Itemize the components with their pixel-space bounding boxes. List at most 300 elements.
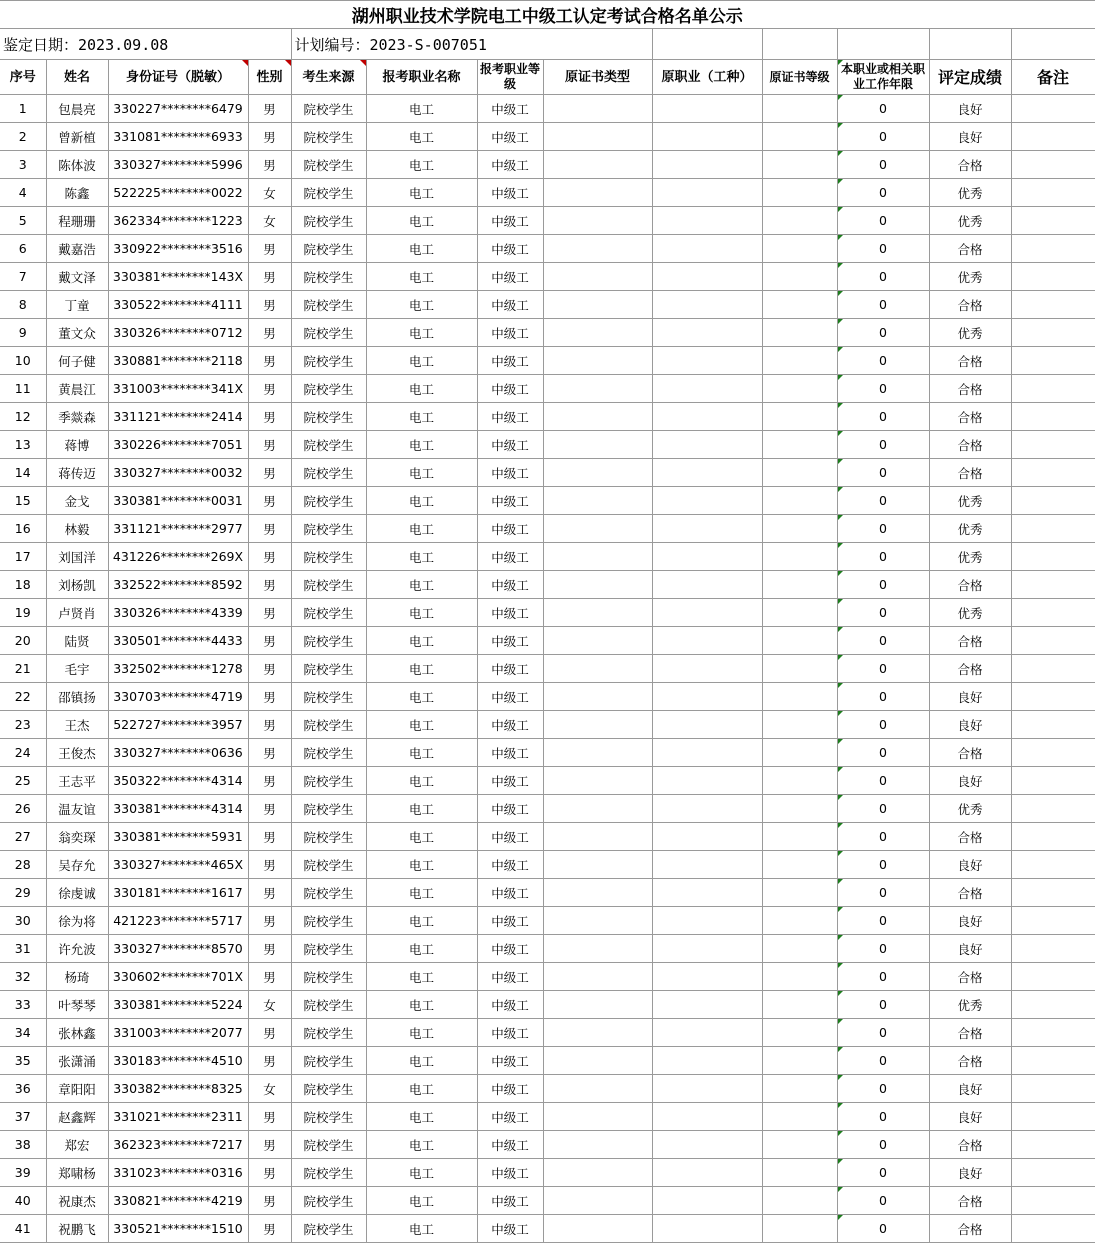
cell-work-years: 0 [837, 1159, 929, 1187]
cell-score: 合格 [929, 963, 1011, 991]
cell-remarks [1011, 1215, 1095, 1243]
info-blank-cell [837, 29, 929, 60]
table-row [0, 291, 1095, 319]
cell-orig-cert-type [543, 767, 652, 795]
cell-orig-cert-level [762, 963, 837, 991]
cell-seq: 28 [0, 851, 46, 879]
cell-id-number: 331003********2077 [108, 1019, 248, 1047]
cell-name: 赵鑫辉 [46, 1103, 108, 1131]
cell-gender: 男 [248, 963, 291, 991]
cell-seq: 22 [0, 683, 46, 711]
cell-score: 合格 [929, 235, 1011, 263]
cell-id-number: 522225********0022 [108, 179, 248, 207]
cell-name: 王杰 [46, 711, 108, 739]
cell-seq: 17 [0, 543, 46, 571]
header-name: 姓名 [46, 60, 108, 95]
header-score: 评定成绩 [929, 60, 1011, 95]
info-blank-cell [1011, 29, 1095, 60]
cell-score: 良好 [929, 123, 1011, 151]
cell-occupation: 电工 [366, 571, 477, 599]
cell-source: 院校学生 [291, 235, 366, 263]
cell-seq: 36 [0, 1075, 46, 1103]
cell-source: 院校学生 [291, 95, 366, 123]
cell-source: 院校学生 [291, 1047, 366, 1075]
cell-seq: 16 [0, 515, 46, 543]
cell-orig-cert-level [762, 935, 837, 963]
cell-orig-cert-level [762, 347, 837, 375]
cell-orig-cert-level [762, 711, 837, 739]
cell-level: 中级工 [477, 1187, 543, 1215]
cell-id-number: 331021********2311 [108, 1103, 248, 1131]
cell-occupation: 电工 [366, 459, 477, 487]
cell-score: 合格 [929, 431, 1011, 459]
cell-occupation: 电工 [366, 179, 477, 207]
cell-seq: 13 [0, 431, 46, 459]
cell-gender: 男 [248, 263, 291, 291]
cell-gender: 男 [248, 739, 291, 767]
cell-level: 中级工 [477, 1075, 543, 1103]
cell-remarks [1011, 291, 1095, 319]
table-row [0, 935, 1095, 963]
cell-source: 院校学生 [291, 207, 366, 235]
cell-level: 中级工 [477, 403, 543, 431]
cell-gender: 男 [248, 347, 291, 375]
cell-orig-occupation [652, 1215, 762, 1243]
cell-name: 祝康杰 [46, 1187, 108, 1215]
cell-seq: 35 [0, 1047, 46, 1075]
cell-work-years: 0 [837, 375, 929, 403]
cell-source: 院校学生 [291, 291, 366, 319]
cell-gender: 男 [248, 599, 291, 627]
cell-id-number: 330881********2118 [108, 347, 248, 375]
cell-occupation: 电工 [366, 319, 477, 347]
cell-remarks [1011, 655, 1095, 683]
table-row [0, 739, 1095, 767]
table-row [0, 1047, 1095, 1075]
cell-score: 合格 [929, 375, 1011, 403]
cell-orig-cert-type [543, 319, 652, 347]
cell-orig-cert-type [543, 179, 652, 207]
table-row [0, 151, 1095, 179]
cell-orig-occupation [652, 375, 762, 403]
cell-name: 卢贤肖 [46, 599, 108, 627]
cell-orig-cert-level [762, 179, 837, 207]
table-row [0, 599, 1095, 627]
cell-orig-cert-level [762, 487, 837, 515]
cell-orig-cert-level [762, 543, 837, 571]
cell-score: 优秀 [929, 207, 1011, 235]
cell-orig-occupation [652, 1075, 762, 1103]
cell-score: 优秀 [929, 319, 1011, 347]
cell-gender: 男 [248, 795, 291, 823]
cell-seq: 29 [0, 879, 46, 907]
cell-score: 合格 [929, 1019, 1011, 1047]
cell-remarks [1011, 375, 1095, 403]
cell-work-years: 0 [837, 431, 929, 459]
cell-work-years: 0 [837, 795, 929, 823]
cell-occupation: 电工 [366, 795, 477, 823]
cell-orig-cert-type [543, 571, 652, 599]
cell-score: 优秀 [929, 263, 1011, 291]
cell-remarks [1011, 151, 1095, 179]
cell-name: 刘杨凯 [46, 571, 108, 599]
cell-name: 金戈 [46, 487, 108, 515]
cell-level: 中级工 [477, 711, 543, 739]
cell-id-number: 330183********4510 [108, 1047, 248, 1075]
cell-occupation: 电工 [366, 655, 477, 683]
cell-occupation: 电工 [366, 291, 477, 319]
cell-remarks [1011, 263, 1095, 291]
cell-id-number: 330381********143X [108, 263, 248, 291]
cell-level: 中级工 [477, 963, 543, 991]
cell-orig-cert-level [762, 879, 837, 907]
cell-orig-cert-level [762, 655, 837, 683]
cell-source: 院校学生 [291, 151, 366, 179]
cell-id-number: 362334********1223 [108, 207, 248, 235]
cell-seq: 10 [0, 347, 46, 375]
cell-work-years: 0 [837, 291, 929, 319]
cell-remarks [1011, 963, 1095, 991]
cell-remarks [1011, 1019, 1095, 1047]
cell-orig-cert-type [543, 935, 652, 963]
plan-number: 计划编号：2023-S-007051 [291, 29, 652, 60]
cell-id-number: 331121********2977 [108, 515, 248, 543]
cell-occupation: 电工 [366, 235, 477, 263]
cell-source: 院校学生 [291, 1103, 366, 1131]
cell-orig-occupation [652, 543, 762, 571]
cell-occupation: 电工 [366, 375, 477, 403]
cell-orig-cert-level [762, 459, 837, 487]
cell-seq: 41 [0, 1215, 46, 1243]
cell-gender: 男 [248, 151, 291, 179]
cell-name: 董文众 [46, 319, 108, 347]
cell-score: 良好 [929, 1159, 1011, 1187]
cell-remarks [1011, 95, 1095, 123]
cell-orig-cert-type [543, 375, 652, 403]
cell-id-number: 421223********5717 [108, 907, 248, 935]
cell-orig-cert-level [762, 431, 837, 459]
cell-occupation: 电工 [366, 123, 477, 151]
cell-source: 院校学生 [291, 963, 366, 991]
cell-name: 章阳阳 [46, 1075, 108, 1103]
cell-orig-occupation [652, 991, 762, 1019]
cell-level: 中级工 [477, 291, 543, 319]
cell-source: 院校学生 [291, 767, 366, 795]
cell-orig-cert-level [762, 1215, 837, 1243]
cell-name: 包晨亮 [46, 95, 108, 123]
cell-orig-cert-level [762, 235, 837, 263]
cell-orig-cert-level [762, 207, 837, 235]
cell-occupation: 电工 [366, 1019, 477, 1047]
cell-remarks [1011, 711, 1095, 739]
table-row [0, 683, 1095, 711]
table-row [0, 1159, 1095, 1187]
header-seq: 序号 [0, 60, 46, 95]
cell-score: 合格 [929, 1215, 1011, 1243]
cell-id-number: 331081********6933 [108, 123, 248, 151]
cell-id-number: 330327********8570 [108, 935, 248, 963]
cell-orig-cert-level [762, 1075, 837, 1103]
cell-occupation: 电工 [366, 95, 477, 123]
cell-name: 郑啸杨 [46, 1159, 108, 1187]
cell-work-years: 0 [837, 879, 929, 907]
cell-source: 院校学生 [291, 459, 366, 487]
cell-name: 许允波 [46, 935, 108, 963]
cell-remarks [1011, 459, 1095, 487]
cell-seq: 4 [0, 179, 46, 207]
cell-occupation: 电工 [366, 263, 477, 291]
cell-level: 中级工 [477, 823, 543, 851]
table-row [0, 823, 1095, 851]
cell-orig-cert-level [762, 375, 837, 403]
cell-level: 中级工 [477, 1131, 543, 1159]
cell-level: 中级工 [477, 1215, 543, 1243]
cell-level: 中级工 [477, 599, 543, 627]
cell-seq: 33 [0, 991, 46, 1019]
cell-id-number: 330381********5931 [108, 823, 248, 851]
cell-orig-cert-type [543, 263, 652, 291]
cell-work-years: 0 [837, 95, 929, 123]
cell-score: 合格 [929, 823, 1011, 851]
cell-id-number: 350322********4314 [108, 767, 248, 795]
cell-seq: 3 [0, 151, 46, 179]
cell-seq: 38 [0, 1131, 46, 1159]
cell-id-number: 332522********8592 [108, 571, 248, 599]
cell-orig-cert-type [543, 207, 652, 235]
cell-work-years: 0 [837, 1187, 929, 1215]
cell-orig-cert-level [762, 991, 837, 1019]
cell-orig-cert-type [543, 1075, 652, 1103]
exam-date: 鉴定日期：2023.09.08 [0, 29, 291, 60]
table-row [0, 487, 1095, 515]
cell-remarks [1011, 431, 1095, 459]
cell-work-years: 0 [837, 403, 929, 431]
cell-score: 良好 [929, 711, 1011, 739]
cell-id-number: 330226********7051 [108, 431, 248, 459]
cell-occupation: 电工 [366, 767, 477, 795]
cell-orig-cert-level [762, 1159, 837, 1187]
cell-name: 陆贤 [46, 627, 108, 655]
cell-work-years: 0 [837, 1103, 929, 1131]
cell-name: 王俊杰 [46, 739, 108, 767]
cell-orig-cert-level [762, 907, 837, 935]
table-row [0, 347, 1095, 375]
cell-work-years: 0 [837, 459, 929, 487]
cell-level: 中级工 [477, 95, 543, 123]
cell-gender: 男 [248, 711, 291, 739]
cell-occupation: 电工 [366, 207, 477, 235]
cell-occupation: 电工 [366, 683, 477, 711]
cell-source: 院校学生 [291, 123, 366, 151]
header-orig-cert-type: 原证书类型 [543, 60, 652, 95]
cell-occupation: 电工 [366, 851, 477, 879]
cell-orig-cert-type [543, 599, 652, 627]
cell-name: 林毅 [46, 515, 108, 543]
header-orig-cert-level: 原证书等级 [762, 60, 837, 95]
cell-work-years: 0 [837, 347, 929, 375]
cell-occupation: 电工 [366, 1131, 477, 1159]
cell-gender: 男 [248, 319, 291, 347]
cell-seq: 20 [0, 627, 46, 655]
cell-occupation: 电工 [366, 907, 477, 935]
cell-level: 中级工 [477, 739, 543, 767]
cell-occupation: 电工 [366, 963, 477, 991]
cell-gender: 男 [248, 1159, 291, 1187]
cell-id-number: 522727********3957 [108, 711, 248, 739]
cell-orig-cert-level [762, 1019, 837, 1047]
cell-level: 中级工 [477, 879, 543, 907]
cell-level: 中级工 [477, 851, 543, 879]
cell-occupation: 电工 [366, 1159, 477, 1187]
cell-level: 中级工 [477, 235, 543, 263]
cell-id-number: 330521********1510 [108, 1215, 248, 1243]
cell-work-years: 0 [837, 207, 929, 235]
cell-orig-cert-level [762, 291, 837, 319]
cell-work-years: 0 [837, 599, 929, 627]
cell-orig-occupation [652, 1047, 762, 1075]
cell-name: 季燚森 [46, 403, 108, 431]
cell-name: 王志平 [46, 767, 108, 795]
cell-score: 良好 [929, 851, 1011, 879]
cell-level: 中级工 [477, 515, 543, 543]
cell-id-number: 330327********465X [108, 851, 248, 879]
table-row [0, 1019, 1095, 1047]
cell-work-years: 0 [837, 263, 929, 291]
cell-id-number: 330326********4339 [108, 599, 248, 627]
cell-occupation: 电工 [366, 151, 477, 179]
header-gender: 性别 [248, 60, 291, 95]
cell-remarks [1011, 1131, 1095, 1159]
cell-orig-occupation [652, 1131, 762, 1159]
cell-remarks [1011, 1187, 1095, 1215]
cell-gender: 男 [248, 1103, 291, 1131]
cell-score: 优秀 [929, 599, 1011, 627]
cell-level: 中级工 [477, 795, 543, 823]
table-row [0, 991, 1095, 1019]
info-blank-cell [652, 29, 762, 60]
cell-id-number: 330381********5224 [108, 991, 248, 1019]
cell-work-years: 0 [837, 1047, 929, 1075]
cell-id-number: 330326********0712 [108, 319, 248, 347]
cell-occupation: 电工 [366, 1075, 477, 1103]
cell-score: 优秀 [929, 795, 1011, 823]
cell-id-number: 431226********269X [108, 543, 248, 571]
cell-gender: 男 [248, 571, 291, 599]
cell-id-number: 330327********0032 [108, 459, 248, 487]
cell-level: 中级工 [477, 1047, 543, 1075]
cell-seq: 2 [0, 123, 46, 151]
cell-occupation: 电工 [366, 599, 477, 627]
cell-id-number: 331023********0316 [108, 1159, 248, 1187]
cell-gender: 男 [248, 431, 291, 459]
cell-orig-occupation [652, 739, 762, 767]
cell-occupation: 电工 [366, 935, 477, 963]
cell-name: 邵镇扬 [46, 683, 108, 711]
cell-orig-occupation [652, 571, 762, 599]
cell-id-number: 332502********1278 [108, 655, 248, 683]
cell-orig-cert-level [762, 515, 837, 543]
table-row [0, 95, 1095, 123]
cell-gender: 女 [248, 1075, 291, 1103]
cell-name: 吴存允 [46, 851, 108, 879]
cell-work-years: 0 [837, 151, 929, 179]
cell-orig-cert-type [543, 1159, 652, 1187]
header-level: 报考职业等级 [477, 60, 543, 95]
cell-orig-cert-type [543, 543, 652, 571]
cell-seq: 8 [0, 291, 46, 319]
cell-orig-cert-type [543, 1131, 652, 1159]
cell-work-years: 0 [837, 235, 929, 263]
cell-orig-occupation [652, 123, 762, 151]
cell-name: 何子健 [46, 347, 108, 375]
cell-work-years: 0 [837, 739, 929, 767]
cell-remarks [1011, 515, 1095, 543]
cell-level: 中级工 [477, 347, 543, 375]
cell-orig-cert-type [543, 235, 652, 263]
cell-remarks [1011, 767, 1095, 795]
cell-name: 徐为将 [46, 907, 108, 935]
cell-remarks [1011, 795, 1095, 823]
cell-gender: 男 [248, 235, 291, 263]
cell-work-years: 0 [837, 851, 929, 879]
cell-seq: 19 [0, 599, 46, 627]
cell-seq: 11 [0, 375, 46, 403]
header-occupation: 报考职业名称 [366, 60, 477, 95]
cell-orig-cert-type [543, 95, 652, 123]
cell-work-years: 0 [837, 963, 929, 991]
table-row [0, 375, 1095, 403]
table-row [0, 263, 1095, 291]
cell-gender: 男 [248, 487, 291, 515]
cell-work-years: 0 [837, 991, 929, 1019]
cell-level: 中级工 [477, 319, 543, 347]
cell-orig-occupation [652, 235, 762, 263]
cell-orig-cert-type [543, 1103, 652, 1131]
cell-orig-occupation [652, 459, 762, 487]
cell-level: 中级工 [477, 179, 543, 207]
cell-orig-cert-type [543, 459, 652, 487]
cell-name: 陈鑫 [46, 179, 108, 207]
cell-orig-cert-level [762, 627, 837, 655]
cell-score: 良好 [929, 907, 1011, 935]
cell-gender: 男 [248, 459, 291, 487]
cell-name: 郑宏 [46, 1131, 108, 1159]
cell-orig-cert-level [762, 599, 837, 627]
cell-source: 院校学生 [291, 263, 366, 291]
cell-work-years: 0 [837, 627, 929, 655]
cell-name: 温友谊 [46, 795, 108, 823]
cell-level: 中级工 [477, 375, 543, 403]
table-row [0, 319, 1095, 347]
cell-source: 院校学生 [291, 795, 366, 823]
cell-orig-cert-level [762, 263, 837, 291]
cell-orig-occupation [652, 683, 762, 711]
cell-score: 良好 [929, 683, 1011, 711]
cell-seq: 25 [0, 767, 46, 795]
table-row [0, 1187, 1095, 1215]
cell-name: 戴嘉浩 [46, 235, 108, 263]
cell-orig-occupation [652, 291, 762, 319]
cell-orig-cert-type [543, 487, 652, 515]
cell-work-years: 0 [837, 179, 929, 207]
cell-id-number: 330227********6479 [108, 95, 248, 123]
cell-remarks [1011, 739, 1095, 767]
cell-gender: 男 [248, 375, 291, 403]
cell-source: 院校学生 [291, 431, 366, 459]
cell-remarks [1011, 879, 1095, 907]
cell-orig-occupation [652, 963, 762, 991]
cell-id-number: 330327********0636 [108, 739, 248, 767]
